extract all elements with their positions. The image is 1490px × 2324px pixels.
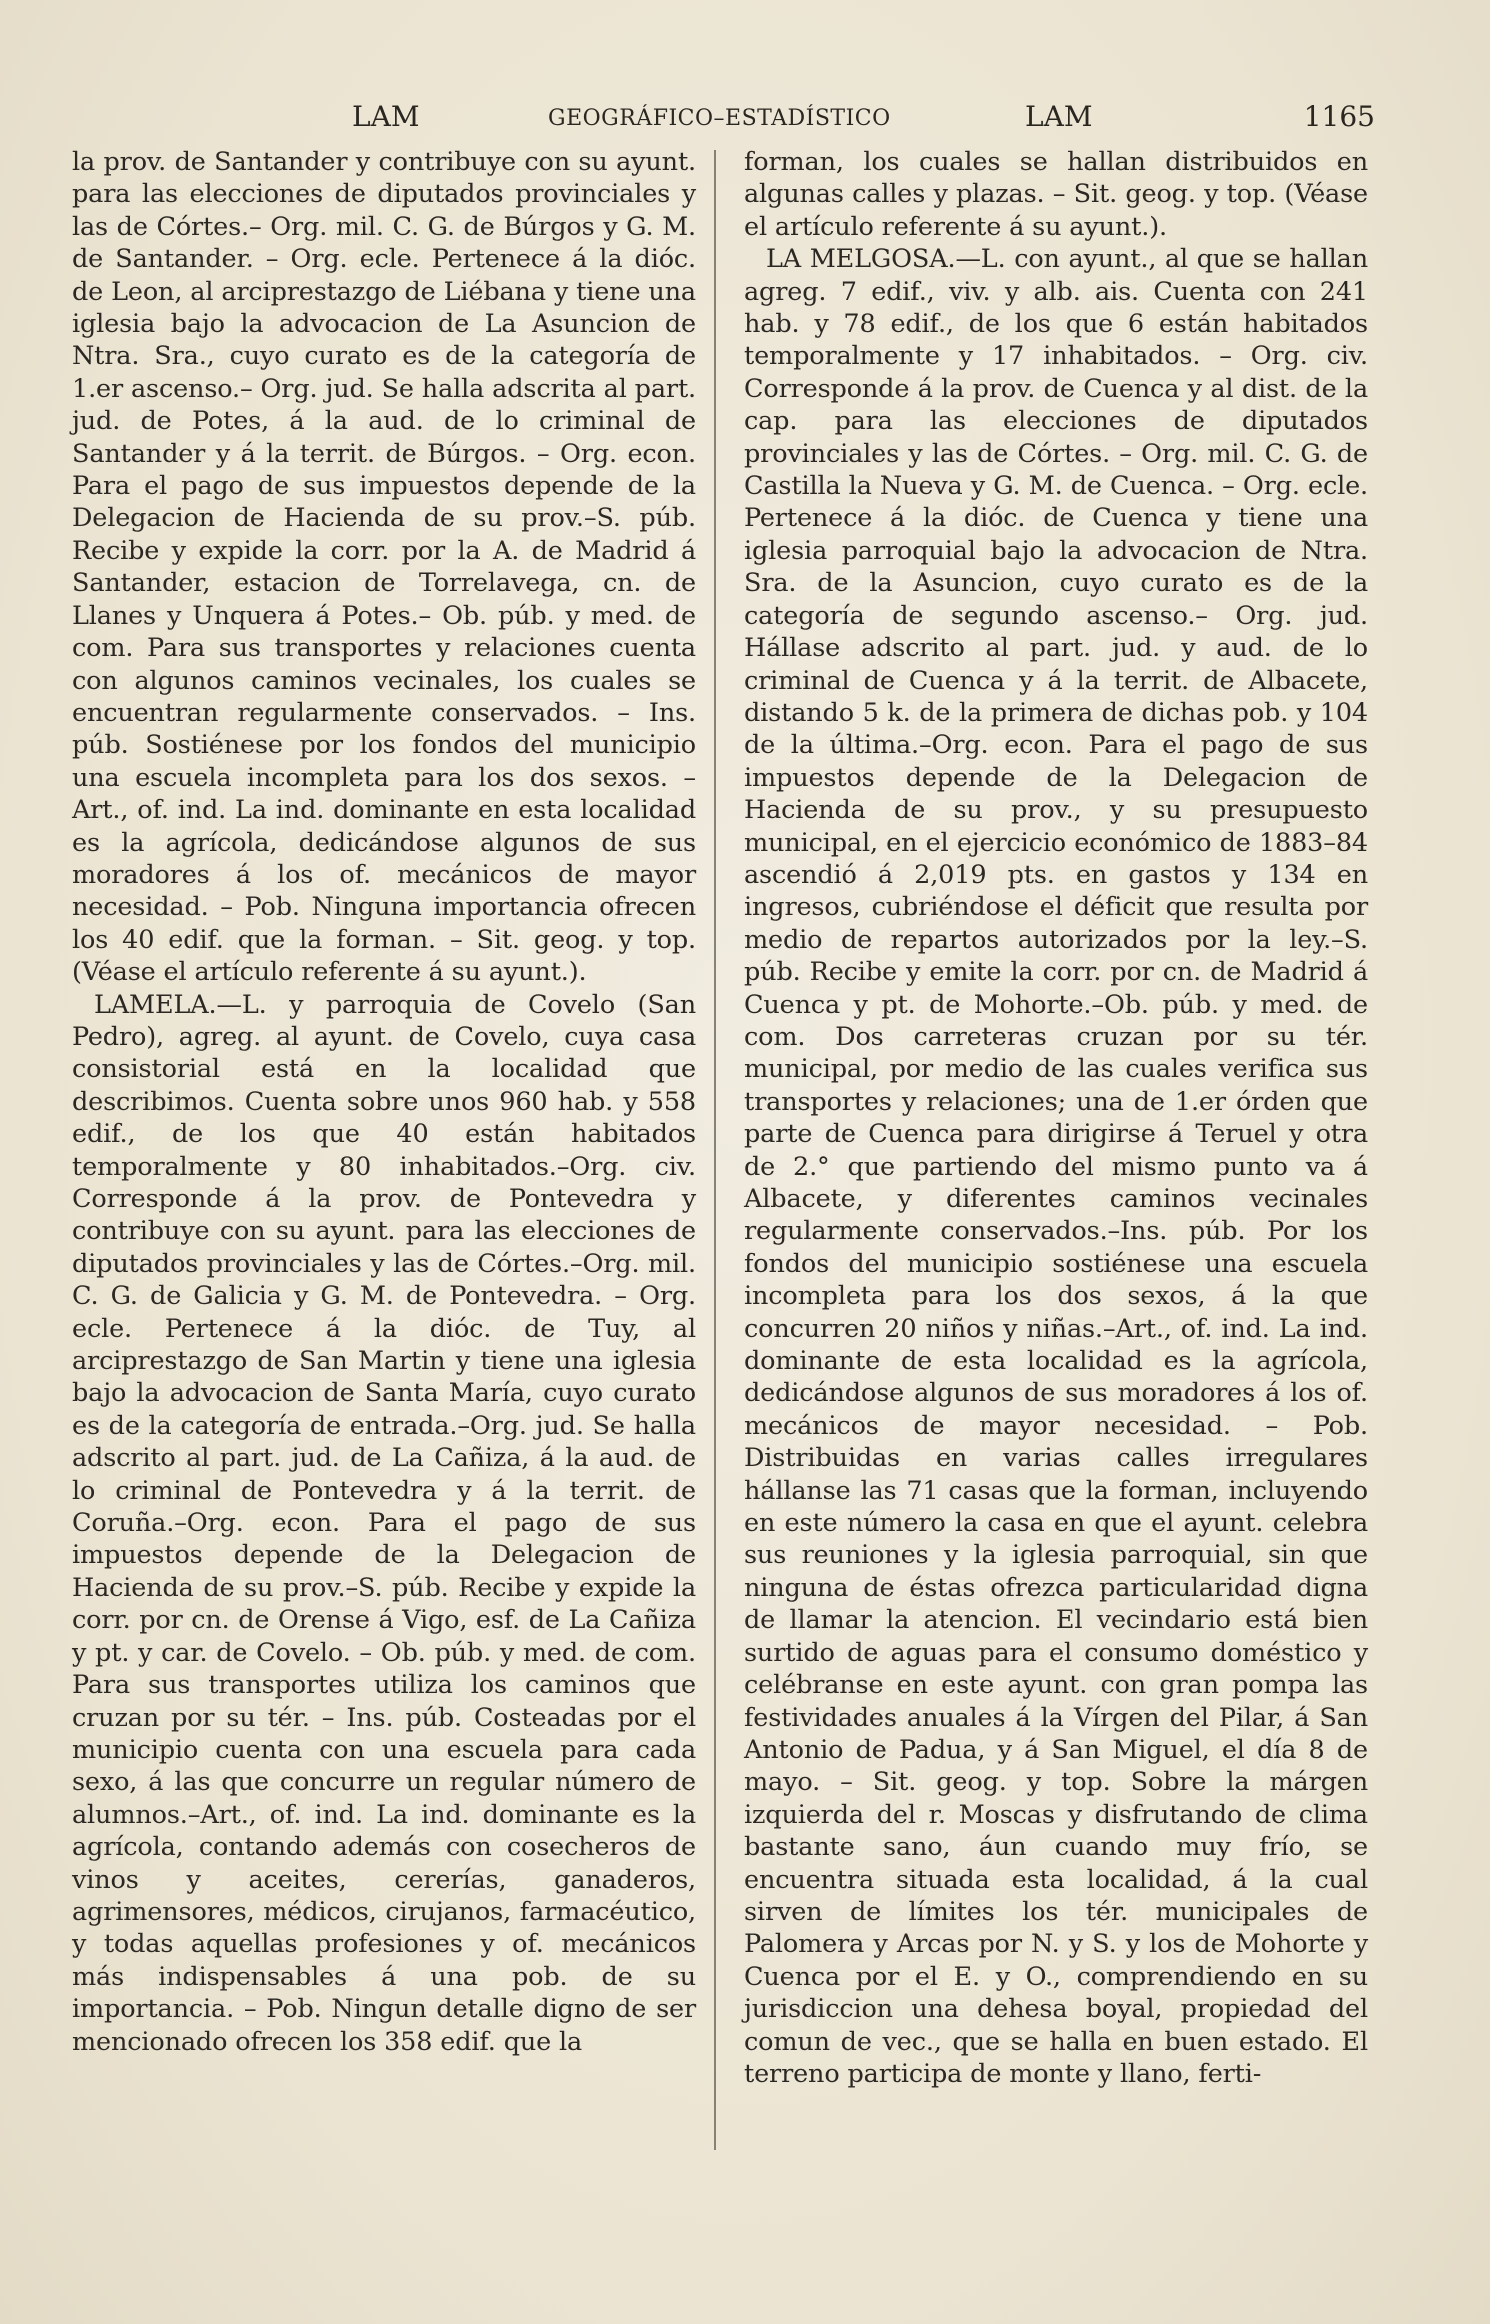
right-column: [744, 146, 1368, 2090]
page-header: [70, 100, 1375, 144]
column-divider: [714, 150, 716, 2150]
left-column: [72, 146, 696, 2058]
paragraph-lamela: LAMELA.—L. y parroquia de Covelo (San Pedro), agreg. al ayunt. de Covelo, cuya casa consistorial está en la localidad que describimos. Cuenta sobre unos 960 hab. y 558 edif., de los que 40 están habitados temporalmente y 80 inhabitados.–Org. civ. Corresponde á la prov. de Pontevedra y contribuye con su ayunt. para las elecciones de diputados provinciales y las de Córtes.–Org. mil. C. G. de Galicia y G. M. de Pontevedra. – Org. ecle. Pertenece á la dióc. de Tuy, al arciprestazgo de San Martin y tiene una iglesia bajo la advocacion de Santa María, cuyo curato es de la categoría de entrada.–Org. jud. Se halla adscrito al part. jud. de La Cañiza, á la aud. de lo criminal de Pontevedra y á la territ. de Coruña.–Org. econ. Para el pago de sus impuestos depende de la Delegacion de Hacienda de su prov.–S. púb. Recibe y expide la corr. por cn. de Orense á Vigo, esf. de La Cañiza y pt. y car. de Covelo. – Ob. púb. y med. de com. Para sus transportes utiliza los caminos que cruzan por su tér. – Ins. púb. Costeadas por el municipio cuenta con una escuela para cada sexo, á las que concurre un regular número de alumnos.–Art., of. ind. La ind. dominante es la agrícola, contando además con cosecheros de vinos y aceites, cererías, ganaderos, agrimensores, médicos, cirujanos, farmacéutico, y todas aquellas profesiones y of. mecánicos más indispensables á una pob. de su importancia. – Pob. Ningun detalle digno de ser mencionado ofrecen los 358 edif. que la: [72, 989, 696, 2057]
paragraph: forman, los cuales se hallan distribuidos en algunas calles y plazas. – Sit. geog. y top. (Véase el artículo referente á su ayunt.).: [744, 147, 1368, 242]
header-left-keyword: LAM: [352, 100, 420, 133]
header-title: GEOGRÁFICO–ESTADÍSTICO: [548, 106, 891, 131]
paragraph-la-melgosa: LA MELGOSA.—L. con ayunt., al que se hallan agreg. 7 edif., viv. y alb. ais. Cuenta con 241 hab. y 78 edif., de los que 6 están habitados temporalmente y 17 inhabitados. – Org. civ. Corresponde á la prov. de Cuenca y al dist. de la cap. para las elecciones de diputados provinciales y las de Córtes. – Org. mil. C. G. de Castilla la Nueva y G. M. de Cuenca. – Org. ecle. Pertenece á la dióc. de Cuenca y tiene una iglesia parroquial bajo la advocacion de Ntra. Sra. de la Asuncion, cuyo curato es de la categoría de segundo ascenso.– Org. jud. Hállase adscrito al part. jud. y aud. de lo criminal de Cuenca y á la territ. de Albacete, distando 5 k. de la primera de dichas pob. y 104 de la última.–Org. econ. Para el pago de sus impuestos depende de la Delegacion de Hacienda de su prov., y su presupuesto municipal, en el ejercicio económico de 1883–84 ascendió á 2,019 pts. en gastos y 134 en ingresos, cubriéndose el déficit que resulta por medio de repartos autorizados por la ley.–S. púb. Recibe y emite la corr. por cn. de Madrid á Cuenca y pt. de Mohorte.–Ob. púb. y med. de com. Dos carreteras cruzan por su tér. municipal, por medio de las cuales verifica sus transportes y relaciones; una de 1.er órden que parte de Cuenca para dirigirse á Teruel y otra de 2.° que partiendo del mismo punto va á Albacete, y diferentes caminos vecinales regularmente conservados.–Ins. púb. Por los fondos del municipio sostiénese una escuela incompleta para los dos sexos, á la que concurren 20 niños y niñas.–Art., of. ind. La ind. dominante de esta localidad es la agrícola, dedicándose algunos de sus moradores á los of. mecánicos de mayor necesidad. – Pob. Distribuidas en varias calles irregulares hállanse las 71 casas que la forman, incluyendo en este número la casa en que el ayunt. celebra sus reuniones y la iglesia parroquial, sin que ninguna de éstas ofrezca particularidad digna de llamar la atencion. El vecindario está bien surtido de aguas para el consumo doméstico y celébranse en este ayunt. con gran pompa las festividades anuales á la Vírgen del Pilar, á San Antonio de Padua, y á San Miguel, el día 8 de mayo. – Sit. geog. y top. Sobre la márgen izquierda del r. Moscas y disfrutando de clima bastante sano, áun cuando muy frío, se encuentra situada esta localidad, á la cual sirven de límites los tér. municipales de Palomera y Arcas por N. y S. y los de Mohorte y Cuenca por el E. y O., comprendiendo en su jurisdiccion una dehesa boyal, propiedad del comun de vec., que se halla en buen estado. El terreno participa de monte y llano, ferti-: [744, 244, 1368, 2089]
header-right-keyword: LAM: [1025, 100, 1093, 133]
page-number: 1165: [1303, 100, 1375, 133]
paragraph: la prov. de Santander y contribuye con su ayunt. para las elecciones de diputados provinciales y las de Córtes.– Org. mil. C. G. de Búrgos y G. M. de Santander. – Org. ecle. Pertenece á la dióc. de Leon, al arciprestazgo de Liébana y tiene una iglesia bajo la advocacion de La Asuncion de Ntra. Sra., cuyo curato es de la categoría de 1.er ascenso.– Org. jud. Se halla adscrita al part. jud. de Potes, á la aud. de lo criminal de Santander y á la territ. de Búrgos. – Org. econ. Para el pago de sus impuestos depende de la Delegacion de Hacienda de su prov.–S. púb. Recibe y expide la corr. por la A. de Madrid á Santander, estacion de Torrelavega, cn. de Llanes y Unquera á Potes.– Ob. púb. y med. de com. Para sus transportes y relaciones cuenta con algunos caminos vecinales, los cuales se encuentran regularmente conservados. – Ins. púb. Sostiénese por los fondos del municipio una escuela incompleta para los dos sexos. – Art., of. ind. La ind. dominante en esta localidad es la agrícola, dedicándose algunos de sus moradores á los of. mecánicos de mayor necesidad. – Pob. Ninguna importancia ofrecen los 40 edif. que la forman. – Sit. geog. y top. (Véase el artículo referente á su ayunt.).: [72, 147, 696, 988]
